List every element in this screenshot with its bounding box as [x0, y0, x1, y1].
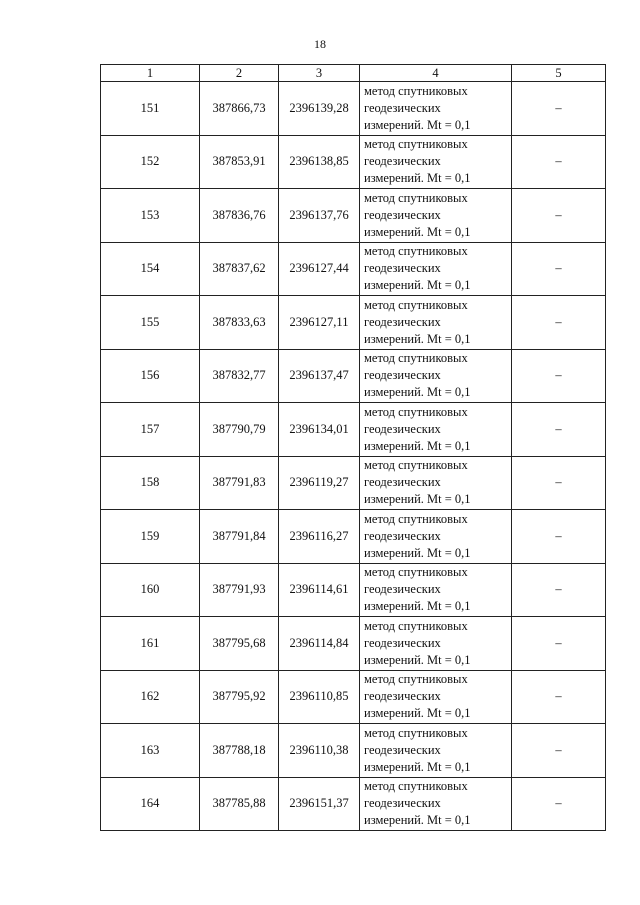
x-coordinate-cell: 387795,68 [200, 617, 279, 671]
point-number-cell: 164 [101, 777, 200, 831]
method-cell [360, 670, 512, 724]
method-text-line: геодезических [364, 689, 441, 704]
column-5-cell [512, 189, 606, 243]
method-cell [360, 510, 512, 564]
column-5-cell [512, 296, 606, 350]
method-text-line: геодезических [364, 368, 441, 383]
method-cell [360, 296, 512, 350]
method-text-line: геодезических [364, 528, 441, 543]
method-text-line: геодезических [364, 207, 441, 222]
method-text-line: метод спутниковых [364, 137, 468, 152]
table-row [101, 296, 606, 350]
method-text-line: геодезических [364, 154, 441, 169]
method-text-line: метод спутниковых [364, 458, 468, 473]
point-number-cell: 162 [101, 670, 200, 724]
table-header-row [101, 65, 606, 82]
method-text-line: геодезических [364, 421, 441, 436]
method-cell [360, 242, 512, 296]
method-text-line: метод спутниковых [364, 565, 468, 580]
table-row [101, 403, 606, 457]
x-coordinate-cell: 387853,91 [200, 135, 279, 189]
y-coordinate-cell: 2396127,11 [279, 296, 360, 350]
x-coordinate-cell: 387833,63 [200, 296, 279, 350]
method-text-line: метод спутниковых [364, 672, 468, 687]
point-number-cell: 163 [101, 724, 200, 778]
method-text-line: измерений. Mt = 0,1 [364, 813, 471, 828]
x-coordinate-cell: 387837,62 [200, 242, 279, 296]
dash-mark: – [555, 100, 562, 115]
dash-mark: – [555, 314, 562, 329]
method-cell [360, 349, 512, 403]
table-row [101, 670, 606, 724]
column-5-cell [512, 242, 606, 296]
column-5-cell [512, 617, 606, 671]
y-coordinate-cell: 2396139,28 [279, 82, 360, 136]
method-text-line: геодезических [364, 796, 441, 811]
point-number-cell: 156 [101, 349, 200, 403]
y-coordinate-cell: 2396114,84 [279, 617, 360, 671]
x-coordinate-cell: 387790,79 [200, 403, 279, 457]
dash-mark: – [555, 207, 562, 222]
point-number-cell: 153 [101, 189, 200, 243]
dash-mark: – [555, 528, 562, 543]
table-row [101, 242, 606, 296]
table-row [101, 777, 606, 831]
method-text-line: метод спутниковых [364, 244, 468, 259]
table-row [101, 82, 606, 136]
method-text-line: измерений. Mt = 0,1 [364, 759, 471, 774]
column-5-cell [512, 349, 606, 403]
table-row [101, 349, 606, 403]
method-text-line: геодезических [364, 314, 441, 329]
method-cell [360, 617, 512, 671]
dash-mark: – [555, 475, 562, 490]
header-col-5: 5 [512, 65, 606, 82]
point-number-cell: 157 [101, 403, 200, 457]
y-coordinate-cell: 2396116,27 [279, 510, 360, 564]
y-coordinate-cell: 2396138,85 [279, 135, 360, 189]
column-5-cell [512, 670, 606, 724]
page-number: 18 [314, 37, 326, 51]
point-number-cell: 158 [101, 456, 200, 510]
header-col-1: 1 [101, 65, 200, 82]
method-cell [360, 563, 512, 617]
dash-mark: – [555, 689, 562, 704]
header-col-3: 3 [279, 65, 360, 82]
method-cell [360, 456, 512, 510]
x-coordinate-cell: 387791,83 [200, 456, 279, 510]
method-text-line: метод спутниковых [364, 725, 468, 740]
table-row [101, 617, 606, 671]
method-text-line: измерений. Mt = 0,1 [364, 171, 471, 186]
dash-mark: – [555, 154, 562, 169]
method-text-line: метод спутниковых [364, 404, 468, 419]
y-coordinate-cell: 2396151,37 [279, 777, 360, 831]
x-coordinate-cell: 387785,88 [200, 777, 279, 831]
column-5-cell [512, 403, 606, 457]
table-row [101, 510, 606, 564]
dash-mark: – [555, 635, 562, 650]
method-text-line: метод спутниковых [364, 83, 468, 98]
method-text-line: геодезических [364, 742, 441, 757]
y-coordinate-cell: 2396119,27 [279, 456, 360, 510]
x-coordinate-cell: 387832,77 [200, 349, 279, 403]
y-coordinate-cell: 2396137,47 [279, 349, 360, 403]
method-text-line: геодезических [364, 261, 441, 276]
dash-mark: – [555, 742, 562, 757]
method-text-line: измерений. Mt = 0,1 [364, 385, 471, 400]
x-coordinate-cell: 387866,73 [200, 82, 279, 136]
method-text-line: геодезических [364, 635, 441, 650]
dash-mark: – [555, 261, 562, 276]
point-number-cell: 161 [101, 617, 200, 671]
x-coordinate-cell: 387791,84 [200, 510, 279, 564]
point-number-cell: 154 [101, 242, 200, 296]
y-coordinate-cell: 2396110,85 [279, 670, 360, 724]
header-col-2: 2 [200, 65, 279, 82]
method-cell [360, 135, 512, 189]
method-text-line: измерений. Mt = 0,1 [364, 224, 471, 239]
x-coordinate-cell: 387788,18 [200, 724, 279, 778]
header-col-4: 4 [360, 65, 512, 82]
method-text-line: метод спутниковых [364, 351, 468, 366]
x-coordinate-cell: 387836,76 [200, 189, 279, 243]
y-coordinate-cell: 2396114,61 [279, 563, 360, 617]
method-text-line: метод спутниковых [364, 297, 468, 312]
column-5-cell [512, 456, 606, 510]
method-text-line: измерений. Mt = 0,1 [364, 652, 471, 667]
method-cell [360, 82, 512, 136]
method-text-line: измерений. Mt = 0,1 [364, 117, 471, 132]
method-cell [360, 777, 512, 831]
point-number-cell: 152 [101, 135, 200, 189]
dash-mark: – [555, 421, 562, 436]
table-row [101, 563, 606, 617]
coordinates-table [100, 64, 606, 831]
y-coordinate-cell: 2396134,01 [279, 403, 360, 457]
method-cell [360, 189, 512, 243]
column-5-cell [512, 82, 606, 136]
point-number-cell: 155 [101, 296, 200, 350]
method-text-line: измерений. Mt = 0,1 [364, 331, 471, 346]
method-text-line: метод спутниковых [364, 618, 468, 633]
method-text-line: геодезических [364, 475, 441, 490]
table-row [101, 724, 606, 778]
method-text-line: метод спутниковых [364, 779, 468, 794]
column-5-cell [512, 510, 606, 564]
dash-mark: – [555, 368, 562, 383]
method-text-line: метод спутниковых [364, 511, 468, 526]
method-text-line: измерений. Mt = 0,1 [364, 492, 471, 507]
method-text-line: измерений. Mt = 0,1 [364, 706, 471, 721]
column-5-cell [512, 777, 606, 831]
x-coordinate-cell: 387795,92 [200, 670, 279, 724]
column-5-cell [512, 724, 606, 778]
table-body [101, 82, 606, 831]
table-row [101, 189, 606, 243]
method-text-line: метод спутниковых [364, 190, 468, 205]
method-text-line: измерений. Mt = 0,1 [364, 599, 471, 614]
method-text-line: геодезических [364, 582, 441, 597]
method-cell [360, 724, 512, 778]
y-coordinate-cell: 2396137,76 [279, 189, 360, 243]
method-text-line: геодезических [364, 100, 441, 115]
y-coordinate-cell: 2396110,38 [279, 724, 360, 778]
point-number-cell: 159 [101, 510, 200, 564]
dash-mark: – [555, 582, 562, 597]
point-number-cell: 160 [101, 563, 200, 617]
table-row [101, 135, 606, 189]
column-5-cell [512, 135, 606, 189]
method-cell [360, 403, 512, 457]
point-number-cell: 151 [101, 82, 200, 136]
table-row [101, 456, 606, 510]
column-5-cell [512, 563, 606, 617]
y-coordinate-cell: 2396127,44 [279, 242, 360, 296]
dash-mark: – [555, 796, 562, 811]
x-coordinate-cell: 387791,93 [200, 563, 279, 617]
method-text-line: измерений. Mt = 0,1 [364, 545, 471, 560]
method-text-line: измерений. Mt = 0,1 [364, 278, 471, 293]
method-text-line: измерений. Mt = 0,1 [364, 438, 471, 453]
